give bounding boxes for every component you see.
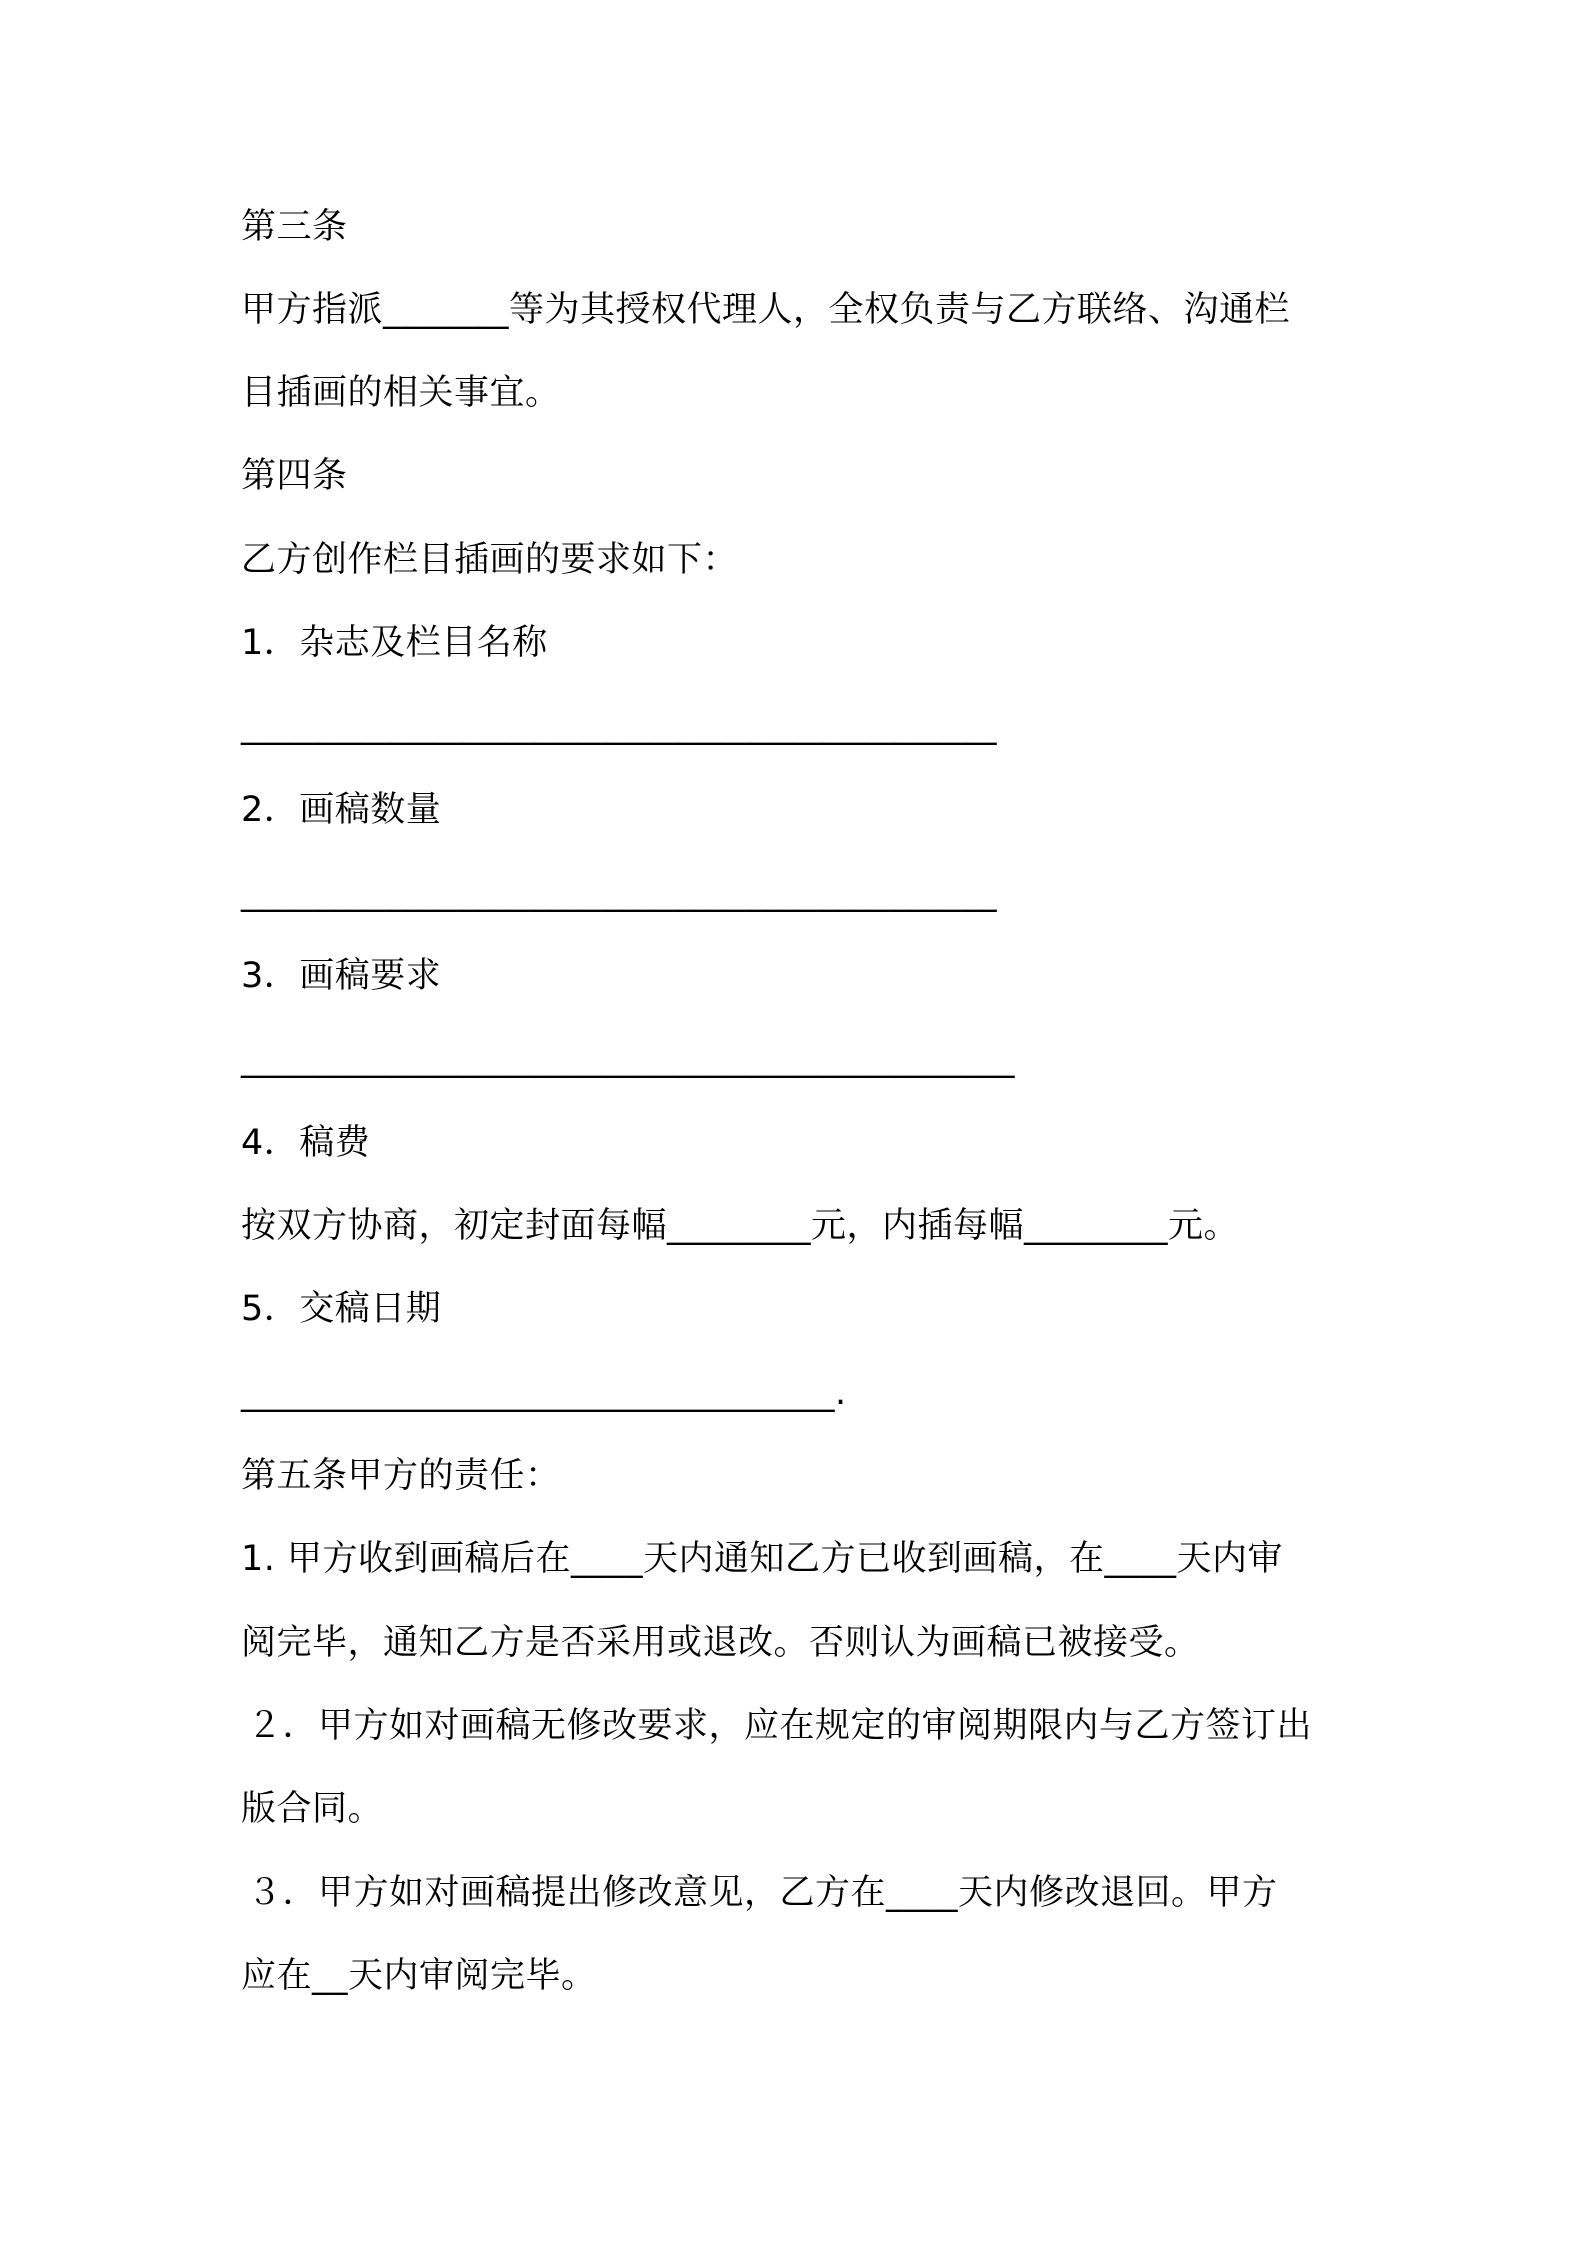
item-3-draft-requirements: 3．画稿要求	[241, 956, 442, 996]
article-5-clause-2-line-2: 版合同。	[241, 1789, 384, 1829]
article-5-heading: 第五条甲方的责任：	[241, 1456, 561, 1496]
item-5-blank-line: _________________________________.	[241, 1373, 847, 1413]
article-5-clause-1-line-2: 阅完毕，通知乙方是否采用或退改。否则认为画稿已被接受。	[241, 1623, 1200, 1663]
article-5-clause-2-line-1: ２．甲方如对画稿无修改要求，应在规定的审阅期限内与乙方签订出	[247, 1706, 1313, 1746]
article-4-heading: 第四条	[241, 456, 348, 496]
item-2-draft-quantity: 2．画稿数量	[241, 790, 442, 830]
item-4-fee: 4．稿费	[241, 1123, 371, 1163]
item-1-blank-line: __________________________________________	[241, 706, 997, 746]
article-3-text-line-1: 甲方指派_______等为其授权代理人，全权负责与乙方联络、沟通栏	[241, 290, 1291, 330]
article-4-intro: 乙方创作栏目插画的要求如下：	[241, 540, 739, 580]
article-5-clause-3-line-1: ３．甲方如对画稿提出修改意见，乙方在____天内修改退回。甲方	[247, 1873, 1278, 1913]
item-1-magazine-column-name: 1．杂志及栏目名称	[241, 623, 548, 663]
article-3-heading: 第三条	[241, 207, 348, 247]
item-3-blank-line: ___________________________________________	[241, 1039, 1015, 1079]
article-5-clause-3-line-2: 应在__天内审阅完毕。	[241, 1956, 597, 1996]
item-2-blank-line: __________________________________________	[241, 873, 997, 913]
item-4-fee-text: 按双方协商，初定封面每幅________元，内插每幅________元。	[241, 1206, 1240, 1246]
article-5-clause-1-line-1: 1. 甲方收到画稿后在____天内通知乙方已收到画稿，在____天内审	[241, 1539, 1284, 1579]
article-3-text-line-2: 目插画的相关事宜。	[241, 373, 561, 413]
item-5-delivery-date: 5．交稿日期	[241, 1289, 442, 1329]
